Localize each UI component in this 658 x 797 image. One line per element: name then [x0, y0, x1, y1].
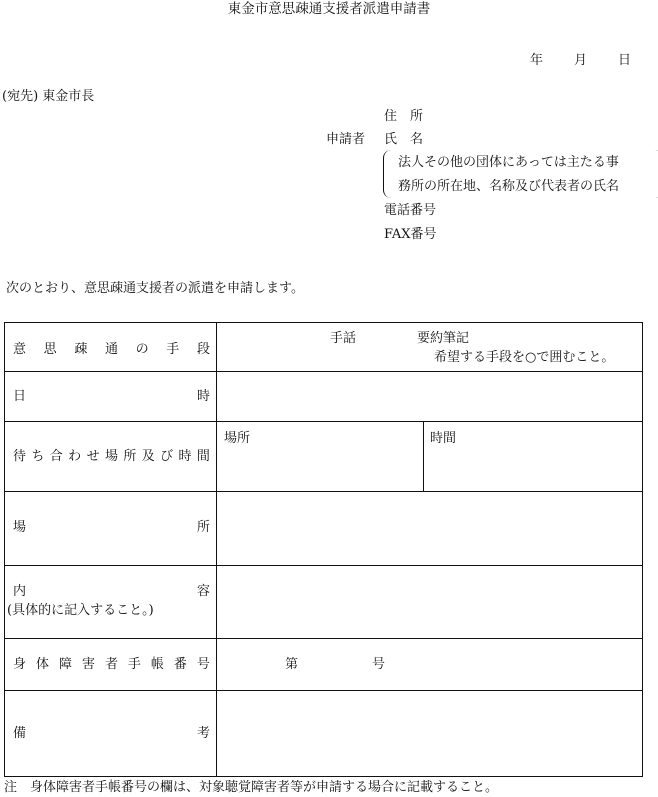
corp-note-line2: 務所の所在地、名称及び代表者の氏名	[398, 179, 620, 194]
meeting-label-text: 待 ち 合 わ せ 場 所 及 び 時 間	[13, 449, 210, 464]
means-label-text: 意 思 疎 通 の 手 段	[13, 342, 210, 357]
addressee: (宛先) 東金市長	[2, 89, 95, 104]
datetime-label-text: 日 時	[13, 389, 210, 404]
address-label: 住 所	[384, 109, 424, 124]
application-form-table	[4, 322, 643, 777]
row-divider	[5, 638, 642, 639]
document-title: 東金市意思疎通支援者派遣申請書	[227, 1, 431, 17]
corp-note-line1: 法人その他の団体にあっては主たる事	[398, 155, 619, 170]
applicant-label: 申請者	[326, 132, 366, 147]
name-label: 氏 名	[384, 132, 424, 147]
content-label-text: 内 容	[13, 584, 210, 599]
phone-label: 電話番号	[384, 203, 437, 218]
means-label	[13, 343, 210, 356]
place-label	[13, 521, 210, 534]
fax-label: FAX番号	[384, 227, 437, 242]
remarks-input[interactable]	[217, 691, 642, 776]
meeting-time-label: 時間	[430, 431, 457, 446]
handbook-label	[13, 658, 210, 671]
place-label-text: 場 所	[13, 520, 210, 535]
content-sub-label: (具体的に記入すること。)	[7, 603, 154, 618]
date-month: 月	[574, 53, 588, 68]
remarks-label	[13, 727, 210, 740]
intro-text: 次のとおり、意思疎通支援者の派遣を申請します。	[6, 281, 304, 296]
meeting-column-divider	[423, 421, 424, 491]
datetime-label	[13, 390, 210, 403]
means-option-sign[interactable]: 手話	[330, 331, 357, 346]
means-instruction: 希望する手段を○で囲むこと。	[434, 350, 615, 365]
row-divider	[5, 421, 642, 422]
handbook-label-text: 身 体 障 害 者 手 帳 番 号	[13, 657, 210, 672]
content-input[interactable]	[217, 566, 642, 637]
meeting-label	[13, 450, 210, 463]
handbook-dai: 第	[285, 657, 299, 672]
date-day: 日	[618, 53, 632, 68]
content-label	[13, 585, 210, 598]
datetime-input[interactable]	[217, 372, 642, 420]
place-input[interactable]	[217, 492, 642, 564]
footnote: 注 身体障害者手帳番号の欄は、対象聴覚障害者等が申請する場合に記載すること。	[4, 780, 499, 795]
remarks-label-text: 備 考	[13, 726, 210, 741]
date-year: 年	[530, 53, 544, 68]
means-option-summary[interactable]: 要約筆記	[417, 331, 470, 346]
meeting-place-label: 場所	[224, 431, 251, 446]
handbook-go: 号	[372, 657, 386, 672]
